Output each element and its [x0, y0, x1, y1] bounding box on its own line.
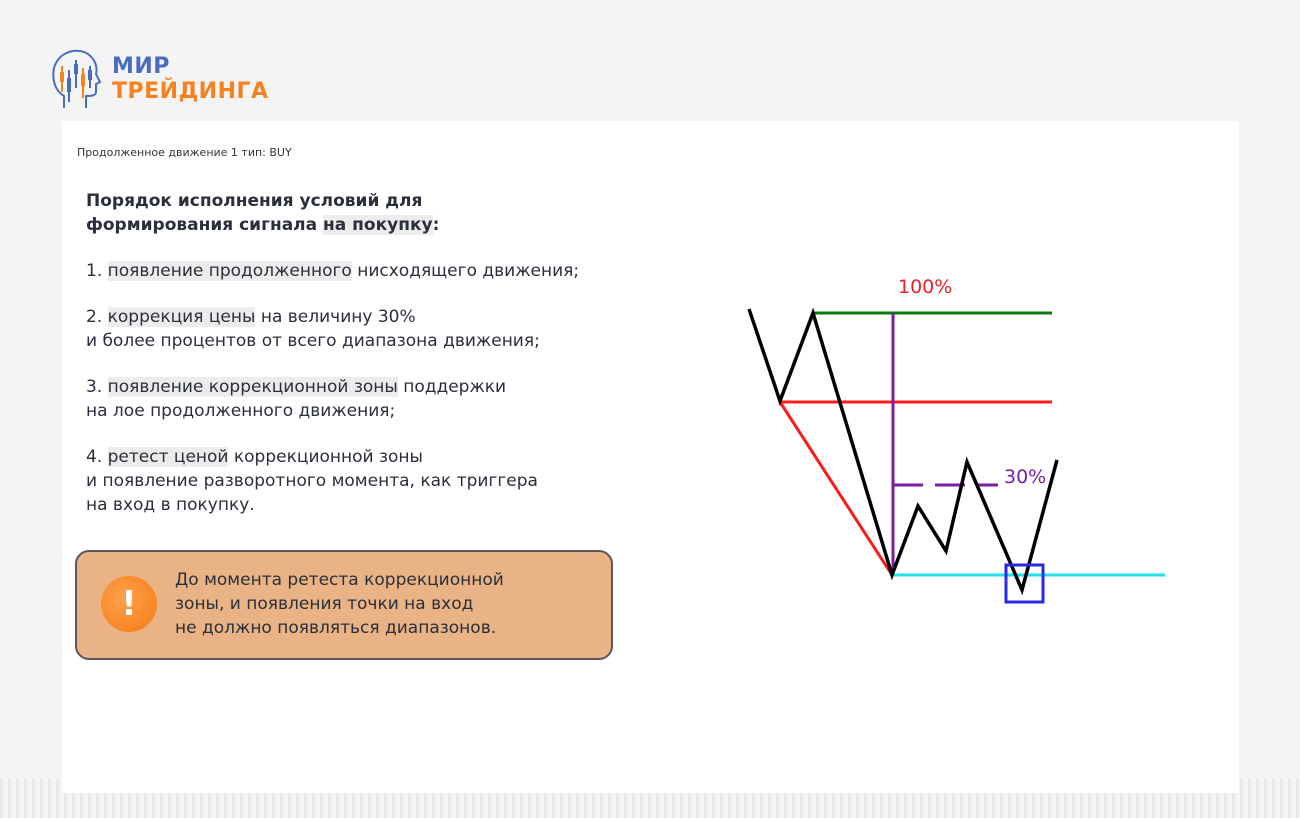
heading-line1: Порядок исполнения условий для	[86, 191, 423, 211]
item-highlight: появление продолженного	[107, 261, 352, 281]
label-100: 100%	[898, 276, 953, 298]
heading-highlight: на покупку	[323, 215, 433, 235]
label-30: 30%	[1004, 466, 1047, 488]
item-text: нисходящего движения;	[351, 261, 580, 281]
item-text: на лое продолженного движения;	[86, 401, 396, 421]
item-text: на величину 30%	[255, 307, 416, 327]
item-text: на вход в покупку.	[86, 495, 255, 515]
heading-line2: формирования сигнала	[86, 215, 324, 235]
callout-line: не должно появляться диапазонов.	[175, 618, 497, 638]
item-text: и более процентов от всего диапазона движения;	[86, 331, 540, 351]
callout-line: До момента ретеста коррекционной	[175, 570, 504, 590]
price-path	[749, 309, 1057, 590]
breadcrumb: Продолженное движение 1 тип: BUY	[77, 146, 292, 159]
item-number: 1.	[86, 261, 108, 281]
exclamation-icon: !	[101, 576, 157, 632]
heading-colon: :	[432, 215, 440, 235]
item-highlight: появление коррекционной зоны	[107, 377, 398, 397]
item-text: поддержки	[397, 377, 507, 397]
logo-line1: МИР	[112, 54, 170, 79]
item-number: 4.	[86, 447, 108, 467]
callout-line: зоны, и появления точки на вход	[175, 594, 474, 614]
item-highlight: ретест ценой	[107, 447, 229, 467]
item-number: 3.	[86, 377, 108, 397]
logo-line2: ТРЕЙДИНГА	[112, 79, 269, 104]
item-text: и появление разворотного момента, как триггера	[86, 471, 538, 491]
item-text: коррекционной зоны	[228, 447, 423, 467]
item-highlight: коррекция цены	[107, 307, 256, 327]
trend-line	[780, 402, 892, 575]
item-number: 2.	[86, 307, 108, 327]
